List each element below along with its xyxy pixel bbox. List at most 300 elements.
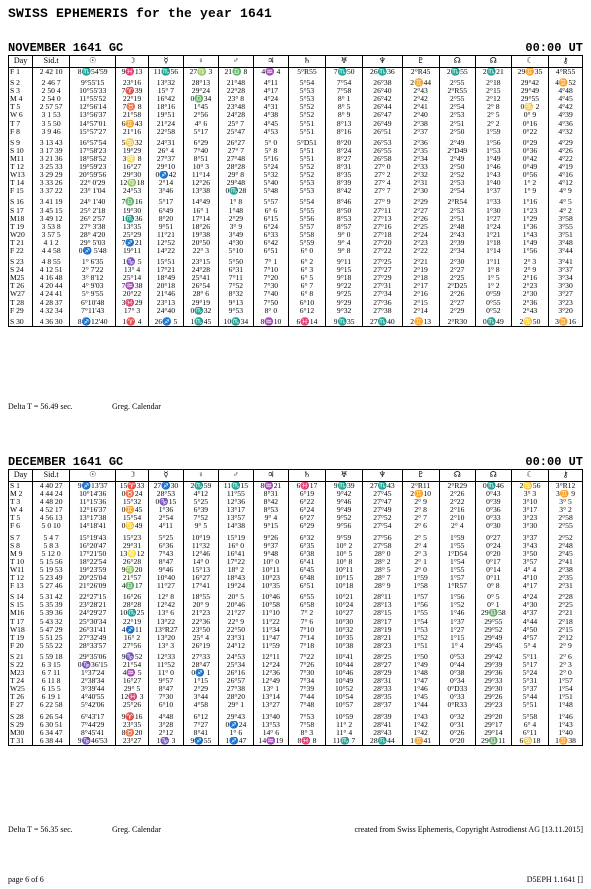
value-cell: 9°48 [253, 550, 288, 558]
day-cell: F 27 [9, 701, 33, 709]
value-cell: 2°40 [402, 111, 439, 119]
day-cell: F 22 [9, 247, 33, 255]
value-cell: 8°13 [326, 120, 363, 128]
value-cell: 3° 9 [218, 223, 253, 231]
value-cell: 20°50 [183, 239, 218, 247]
value-cell: 2°R29 [439, 482, 475, 491]
value-cell: 13° 6 [148, 609, 183, 617]
value-cell: 15°13 [183, 566, 218, 574]
month-header-november [8, 41, 583, 55]
day-cell: M25 [9, 274, 33, 282]
value-cell: 3°46 [148, 187, 183, 195]
value-cell: 18°55 [183, 590, 218, 601]
value-cell: 8°24 [326, 147, 363, 155]
value-cell: 15°19'43 [70, 531, 116, 542]
value-cell: 0♐ 5'48 [70, 247, 116, 255]
value-cell: 0♐24 [218, 721, 253, 729]
value-cell: 28°33 [363, 685, 402, 693]
value-cell: 6°12 [183, 710, 218, 721]
column-header: Sid.t [33, 56, 70, 68]
value-cell: 6°33 [253, 231, 288, 239]
column-header: ☿ [148, 470, 183, 482]
day-cell: M 2 [9, 490, 33, 498]
value-cell: 27°31 [363, 282, 402, 290]
value-cell: 2°55 [439, 76, 475, 87]
day-cell: S 7 [9, 531, 33, 542]
value-cell: 10♏34 [218, 315, 253, 327]
value-cell: 29°30 [116, 171, 149, 179]
value-cell: 5°11 [511, 650, 548, 661]
value-cell: 26°49 [363, 120, 402, 128]
value-cell: 26°42 [363, 95, 402, 103]
day-cell: W13 [9, 171, 33, 179]
value-cell: 13°17 [218, 506, 253, 514]
value-cell: 14°49 [183, 195, 218, 206]
value-cell: 5°32 [253, 171, 288, 179]
value-cell: 3 29 29 [33, 171, 70, 179]
value-cell: 21°16 [116, 128, 149, 136]
value-cell: 0♐42 [148, 171, 183, 179]
value-cell: 4°17 [511, 582, 548, 590]
value-cell: 17° 3 [116, 307, 149, 315]
day-cell: M18 [9, 215, 33, 223]
value-cell: 5°53 [288, 95, 325, 103]
value-cell: 17°21'50 [70, 550, 116, 558]
table-row [9, 601, 583, 609]
value-cell: 18°49 [148, 274, 183, 282]
value-cell: 2°14 [148, 179, 183, 187]
value-cell: 5°53 [288, 187, 325, 195]
value-cell: 9°59 [326, 531, 363, 542]
value-cell: 13°56'37 [70, 111, 116, 119]
value-cell: 1°49 [402, 661, 439, 669]
value-cell: 7°44'29 [70, 721, 116, 729]
value-cell: 1°45 [402, 693, 439, 701]
value-cell: 6 7 11 [33, 669, 70, 677]
value-cell: 3°34 [549, 274, 583, 282]
column-header: ☊ [439, 470, 475, 482]
value-cell: 5°54 [288, 76, 325, 87]
day-cell: M 9 [9, 550, 33, 558]
value-cell: 29°20 [475, 710, 511, 721]
value-cell: 9♓13 [116, 68, 149, 77]
value-cell: 2° 4 [439, 522, 475, 530]
value-cell: 0♏46 [475, 482, 511, 491]
value-cell: 3°51 [549, 231, 583, 239]
value-cell: 22°28 [218, 87, 253, 95]
value-cell: 9♑52 [116, 650, 149, 661]
value-cell: 0°59 [475, 290, 511, 298]
value-cell: 9°52 [326, 514, 363, 522]
value-cell: 3° 8'12 [70, 274, 116, 282]
value-cell: 2°35 [402, 147, 439, 155]
value-cell: 27°56 [116, 642, 149, 650]
value-cell: 22° 0'29 [70, 179, 116, 187]
table-row [9, 266, 583, 274]
value-cell: 7°26 [288, 661, 325, 669]
value-cell: 19°29 [116, 147, 149, 155]
value-cell: 2°43 [439, 231, 475, 239]
value-cell: 7°54 [326, 76, 363, 87]
value-cell: 22°36 [183, 618, 218, 626]
value-cell: 1♑ 3 [148, 737, 183, 746]
value-cell: 4° 2 [549, 207, 583, 215]
value-cell: 3 57 5 [33, 231, 70, 239]
value-cell: 10°57 [326, 701, 363, 709]
value-cell: 3°20 [549, 307, 583, 315]
day-cell: W 6 [9, 111, 33, 119]
value-cell: 8°47 [148, 685, 183, 693]
day-cell: M30 [9, 729, 33, 737]
value-cell: 15°54 [116, 514, 149, 522]
value-cell: 27♏40 [363, 315, 402, 327]
day-cell: S 23 [9, 255, 33, 266]
value-cell: 8°16 [326, 128, 363, 136]
value-cell: 27°54 [363, 522, 402, 530]
value-cell: 1°24 [475, 223, 511, 231]
value-cell: 9°51 [148, 223, 183, 231]
value-cell: 6°42 [253, 239, 288, 247]
value-cell: 16°26 [116, 590, 149, 601]
value-cell: 1°49 [511, 239, 548, 247]
value-cell: 29° 1 [218, 701, 253, 709]
value-cell: 9°11 [326, 255, 363, 266]
value-cell: 28°41 [363, 721, 402, 729]
value-cell: 28°21 [363, 634, 402, 642]
value-cell: 23°13 [148, 299, 183, 307]
value-cell: 8♒10 [253, 315, 288, 327]
value-cell: 4°45 [549, 95, 583, 103]
table-row [9, 155, 583, 163]
value-cell: 27°52 [363, 514, 402, 522]
value-cell: 0°20 [439, 737, 475, 746]
value-cell: 28°13 [363, 601, 402, 609]
value-cell: 6° 0 [288, 247, 325, 255]
value-cell: 4° 6 [183, 120, 218, 128]
value-cell: 3♌ 8 [116, 155, 149, 163]
day-cell: F 8 [9, 128, 33, 136]
value-cell: 2♊44 [402, 76, 439, 87]
value-cell: 4 40 27 [33, 482, 70, 491]
value-cell: 21°58 [116, 111, 149, 119]
value-cell: 4 4 58 [33, 247, 70, 255]
value-cell: 20°59'56 [70, 171, 116, 179]
value-cell: 3♊ 9 [549, 490, 583, 498]
value-cell: 5°17 [148, 195, 183, 206]
value-cell: 3°30 [511, 522, 548, 530]
day-cell: T 31 [9, 737, 33, 746]
page-title: SWISS EPHEMERIS for the year 1641 [8, 6, 273, 21]
value-cell: 10°35 [326, 634, 363, 642]
value-cell: 2 54 0 [33, 95, 70, 103]
value-cell: 7♐21 [116, 239, 149, 247]
value-cell: 29°30 [475, 685, 511, 693]
value-cell: 5°10 [218, 247, 253, 255]
value-cell: 20°46 [218, 601, 253, 609]
value-cell: 29°31 [116, 542, 149, 550]
value-cell: 29♎11 [475, 737, 511, 746]
value-cell: 2° 3 [511, 255, 548, 266]
day-cell: S 15 [9, 601, 33, 609]
value-cell: 2°12 [549, 634, 583, 642]
value-cell: 9°15 [253, 522, 288, 530]
value-cell: 13°38 [183, 187, 218, 195]
value-cell: 3°37 [511, 531, 548, 542]
value-cell: 2°R11 [402, 482, 439, 491]
value-cell: 2°36 [402, 136, 439, 147]
ephemeris-table-november [8, 55, 583, 327]
day-cell: S 14 [9, 590, 33, 601]
value-cell: 10° 5 [326, 550, 363, 558]
value-cell: 15° 7 [148, 87, 183, 95]
value-cell: 13°53 [253, 721, 288, 729]
value-cell: 0°31 [439, 721, 475, 729]
value-cell: 6 38 44 [33, 737, 70, 746]
value-cell: 1°43 [475, 171, 511, 179]
column-header: ♃ [253, 470, 288, 482]
value-cell: 3♊16 [549, 315, 583, 327]
value-cell: 0°39 [475, 498, 511, 506]
day-cell: S 1 [9, 482, 33, 491]
value-cell: 7°53 [288, 710, 325, 721]
value-cell: 0°24 [475, 542, 511, 550]
value-cell: 0°56 [511, 171, 548, 179]
value-cell: 5°42'06 [70, 701, 116, 709]
value-cell: 13°32 [148, 76, 183, 87]
value-cell: 1°49 [475, 155, 511, 163]
month-heading: NOVEMBER 1641 GC [8, 41, 124, 55]
value-cell: 15°23 [116, 531, 149, 542]
value-cell: 3°27 [549, 290, 583, 298]
value-cell: 4 36 30 [33, 315, 70, 327]
value-cell: 9♍20 [116, 566, 149, 574]
value-cell: 20° 5 [218, 590, 253, 601]
value-cell: 13° 4 [116, 266, 149, 274]
value-cell: 0°11 [475, 574, 511, 582]
value-cell: 9♏39 [326, 482, 363, 491]
column-header: ♇ [402, 470, 439, 482]
value-cell: 28°43 [363, 729, 402, 737]
value-cell: 24°28 [218, 111, 253, 119]
value-cell: 4°58 [183, 701, 218, 709]
day-cell: W27 [9, 290, 33, 298]
value-cell: 6° 6 [253, 207, 288, 215]
column-header: ☊ [475, 56, 511, 68]
value-cell: 10°54 [326, 693, 363, 701]
value-cell: 10°59 [326, 710, 363, 721]
day-cell: F 6 [9, 522, 33, 530]
value-cell: 9°56 [326, 522, 363, 530]
value-cell: 19°59'23 [70, 163, 116, 171]
day-cell: T 14 [9, 179, 33, 187]
value-cell: 2°32 [402, 171, 439, 179]
value-cell: 0°33 [475, 514, 511, 522]
value-cell: 5°17 [511, 661, 548, 669]
value-cell: 10°38 [326, 642, 363, 650]
table-row [9, 68, 583, 77]
value-cell: 29°48 [218, 179, 253, 187]
value-cell: 27°29 [363, 274, 402, 282]
value-cell: 2♋50 [511, 315, 548, 327]
value-cell: 18° 2 [218, 566, 253, 574]
value-cell: 2°30 [402, 187, 439, 195]
value-cell: 8♒21 [253, 482, 288, 491]
delta-t-note: Delta T = 56.35 sec. [8, 825, 73, 834]
value-cell: 3°43 [511, 542, 548, 550]
value-cell: 23° 8 [218, 95, 253, 103]
table-row [9, 498, 583, 506]
value-cell: 21°27 [218, 609, 253, 617]
value-cell: 1°59 [402, 574, 439, 582]
value-cell: 2°49 [439, 136, 475, 147]
value-cell: 4°39 [549, 111, 583, 119]
value-cell: 0°44 [439, 661, 475, 669]
value-cell: 5°51 [288, 155, 325, 163]
value-cell: 15°57'27 [70, 128, 116, 136]
value-cell: 3♓29 [116, 299, 149, 307]
value-cell: 1°56 [402, 601, 439, 609]
value-cell: 5°51 [288, 120, 325, 128]
value-cell: 8♏54'59 [70, 68, 116, 77]
column-header: ♀ [183, 470, 218, 482]
value-cell: 28°27 [363, 661, 402, 669]
table-row [9, 87, 583, 95]
value-cell: 29°35'06 [70, 650, 116, 661]
value-cell: 4° 4 [511, 566, 548, 574]
value-cell: 2° 9 [511, 266, 548, 274]
value-cell: 2°28 [549, 590, 583, 601]
value-cell: 19°30 [116, 207, 149, 215]
value-cell: 24°53 [116, 187, 149, 195]
value-cell: 9♐55 [183, 737, 218, 746]
value-cell: 15°51 [148, 255, 183, 266]
value-cell: 5°52 [288, 171, 325, 179]
value-cell: 11°22 [253, 618, 288, 626]
value-cell: 2°12 [475, 95, 511, 103]
value-cell: 14°18'41 [70, 522, 116, 530]
value-cell: 5°25 [183, 498, 218, 506]
table-row [9, 136, 583, 147]
value-cell: 20° 9 [183, 601, 218, 609]
value-cell: 2°25 [439, 274, 475, 282]
column-header: ♄ [288, 470, 325, 482]
value-cell: 6°51 [288, 582, 325, 590]
value-cell: 27♐30 [148, 482, 183, 491]
value-cell: 27°48 [218, 155, 253, 163]
table-row [9, 634, 583, 642]
value-cell: 6°36 [148, 542, 183, 550]
value-cell: 4♒ 4 [253, 68, 288, 77]
value-cell: 9°55'15 [70, 76, 116, 87]
value-cell: 1°44 [402, 701, 439, 709]
value-cell: 2°34 [439, 247, 475, 255]
value-cell: 27°13 [363, 215, 402, 223]
value-cell: 7°39 [288, 685, 325, 693]
value-cell: 4 56 13 [33, 514, 70, 522]
value-cell: 0°49 [511, 163, 548, 171]
value-cell: 2°43 [402, 87, 439, 95]
value-cell: 3°48 [549, 239, 583, 247]
value-cell: 26°44 [363, 103, 402, 111]
value-cell: 4°16 [549, 171, 583, 179]
value-cell: 7°20 [253, 274, 288, 282]
value-cell: 2°26 [439, 290, 475, 298]
value-cell: 19°24 [218, 582, 253, 590]
value-cell: 2 50 4 [33, 87, 70, 95]
value-cell: 7°52 [183, 514, 218, 522]
value-cell: 2°55 [439, 95, 475, 103]
value-cell: 12°49 [253, 677, 288, 685]
value-cell: 1° 6 [218, 729, 253, 737]
value-cell: 4 32 34 [33, 307, 70, 315]
value-cell: 5° 0 [253, 136, 288, 147]
table-row [9, 514, 583, 522]
value-cell: 21°23 [183, 609, 218, 617]
value-cell: 9° 4 [253, 514, 288, 522]
day-cell: S 28 [9, 710, 33, 721]
value-cell: 27°58 [363, 542, 402, 550]
value-cell: 27°20 [363, 239, 402, 247]
value-cell: 2♏55 [439, 68, 475, 77]
value-cell: 3°R12 [549, 482, 583, 491]
table-row [9, 111, 583, 119]
month-time: 00:00 UT [525, 41, 583, 55]
table-row [9, 609, 583, 617]
value-cell: 16°27 [116, 163, 149, 171]
value-cell: 5°58 [511, 710, 548, 721]
value-cell: 4°32 [549, 128, 583, 136]
value-cell: 2 46 7 [33, 76, 70, 87]
value-cell: 1° 6'35 [70, 255, 116, 266]
value-cell: 6 3 15 [33, 661, 70, 669]
value-cell: 7° 6 [288, 618, 325, 626]
value-cell: 12♍18 [116, 179, 149, 187]
value-cell: 7°48 [288, 701, 325, 709]
value-cell: 4°22 [549, 155, 583, 163]
value-cell: 6° 2 [288, 255, 325, 266]
value-cell: 28°33'57 [70, 642, 116, 650]
value-cell: 0°53 [439, 650, 475, 661]
value-cell: 2°49 [439, 155, 475, 163]
value-cell: 29°23 [475, 701, 511, 709]
value-cell: 4° 9 [549, 187, 583, 195]
value-cell: 1°18 [475, 239, 511, 247]
value-cell: 12° 8 [148, 590, 183, 601]
value-cell: 4°37 [511, 609, 548, 617]
day-cell: S 16 [9, 195, 33, 206]
value-cell: 23°28'21 [70, 601, 116, 609]
value-cell: 0♋49 [116, 522, 149, 530]
value-cell: 1°36 [511, 223, 548, 231]
table-row [9, 282, 583, 290]
value-cell: 29°39 [475, 661, 511, 669]
value-cell: 21°54 [116, 661, 149, 669]
value-cell: 1°50 [402, 650, 439, 661]
value-cell: 25° 4 [183, 634, 218, 642]
value-cell: 5°51 [511, 701, 548, 709]
value-cell: 2° 7 [402, 514, 439, 522]
day-cell: W20 [9, 231, 33, 239]
value-cell: 10°24 [326, 601, 363, 609]
value-cell: 28° 2 [363, 558, 402, 566]
value-cell: 3 45 15 [33, 207, 70, 215]
table-row [9, 482, 583, 491]
value-cell: 6°39 [183, 506, 218, 514]
value-cell: 1°43 [549, 721, 583, 729]
value-cell: 0°42 [511, 155, 548, 163]
value-cell: 29°55 [475, 618, 511, 626]
value-cell: 6°22 [288, 498, 325, 506]
